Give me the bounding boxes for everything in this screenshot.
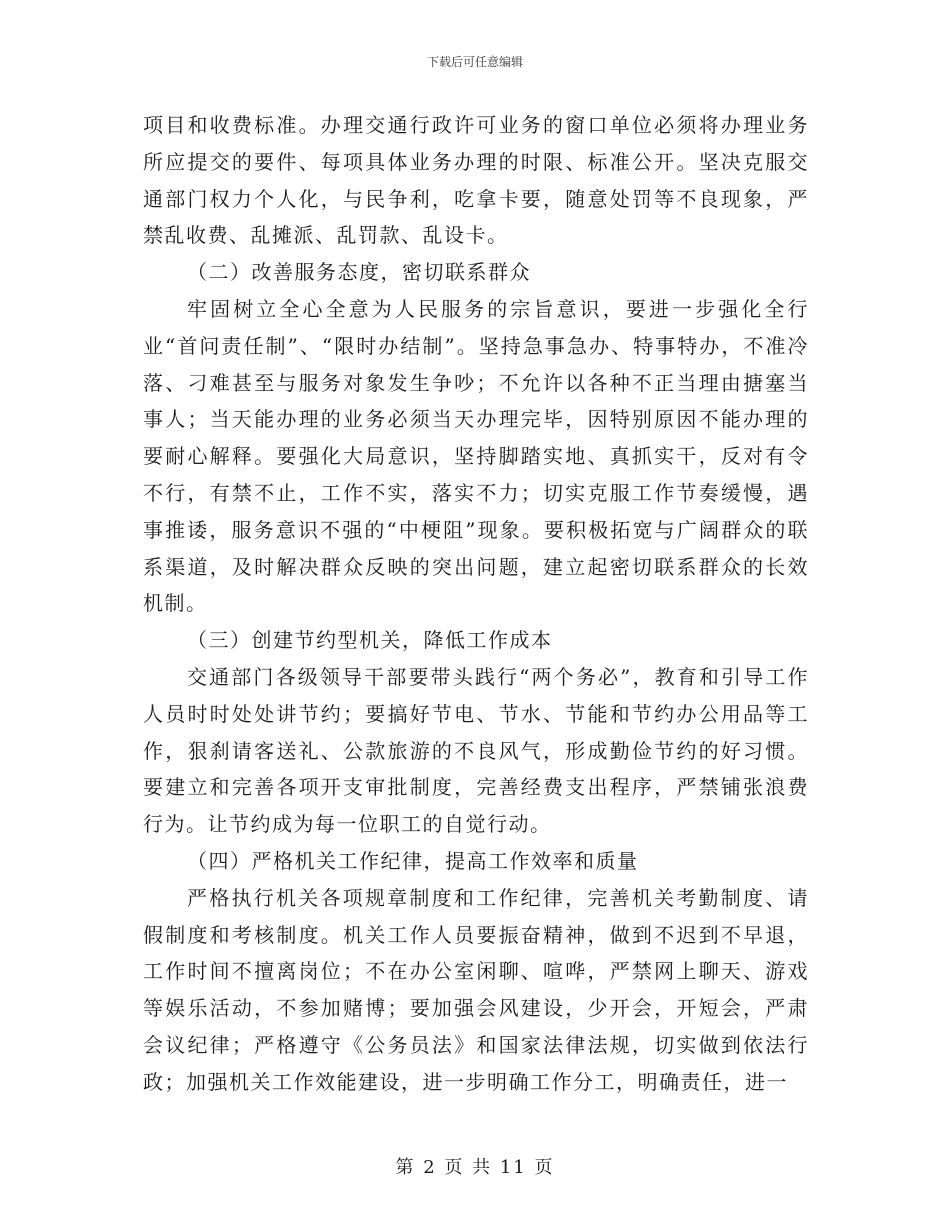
page-footer: 第 2 页 共 11 页 — [395, 1157, 555, 1178]
paragraph-economy: 交通部门各级领导干部要带头践行“两个务必”，教育和引导工作人员时时处处讲节约；要搞好节电、节水、节能和节约办公用品等工作，狠刹请客送礼、公款旅游的不良风气，形成勤俭节约的好习惯。要建立和完善各项开支审批制度，完善经费支出程序，严禁铺张浪费行为。让节约成为每一位职工的自觉行动。 — [143, 664, 809, 837]
document-body — [143, 107, 809, 1101]
paragraph-continuation: 项目和收费标准。办理交通行政许可业务的窗口单位必须将办理业务所应提交的要件、每项具体业务办理的时限、标准公开。坚决克服交通部门权力个人化，与民争利，吃拿卡要，随意处罚等不良现象，严禁乱收费、乱摊派、乱罚款、乱设卡。 — [143, 113, 809, 248]
paragraph-discipline: 严格执行机关各项规章制度和工作纪律，完善机关考勤制度、请假制度和考核制度。机关工作人员要振奋精神，做到不迟到不早退，工作时间不擅离岗位；不在办公室闲聊、喧哗，严禁网上聊天、游戏等娱乐活动，不参加赌博；要加强会风建设，少开会，开短会，严肃会议纪律；严格遵守《公务员法》和国家法律法规，切实做到依法行政；加强机关工作效能建设，进一步明确工作分工，明确责任，进一 — [143, 885, 809, 1094]
section-heading-2: （二）改善服务态度，密切联系群众 — [187, 260, 531, 285]
page-header: 下载后可任意编辑 — [426, 55, 523, 69]
section-heading-4: （四）严格机关工作纪律，提高工作效率和质量 — [187, 848, 639, 873]
paragraph-service-attitude: 牢固树立全心全意为人民服务的宗旨意识，要进一步强化全行业“首问责任制”、“限时办结制”。坚持急事急办、特事特办，不准冷落、刁难甚至与服务对象发生争吵；不允许以各种不正当理由搪塞当事人；当天能办理的业务必须当天办理完毕，因特别原因不能办理的要耐心解释。要强化大局意识，坚持脚踏实地、真抓实干，反对有令不行，有禁不止，工作不实，落实不力；切实克服工作节奏缓慢，遇事推诿，服务意识不强的“中梗阻”现象。要积极拓宽与广阔群众的联系渠道，及时解决群众反映的突出问题，建立起密切联系群众的长效机制。 — [143, 296, 809, 616]
section-heading-3: （三）创建节约型机关，降低工作成本 — [187, 628, 553, 653]
